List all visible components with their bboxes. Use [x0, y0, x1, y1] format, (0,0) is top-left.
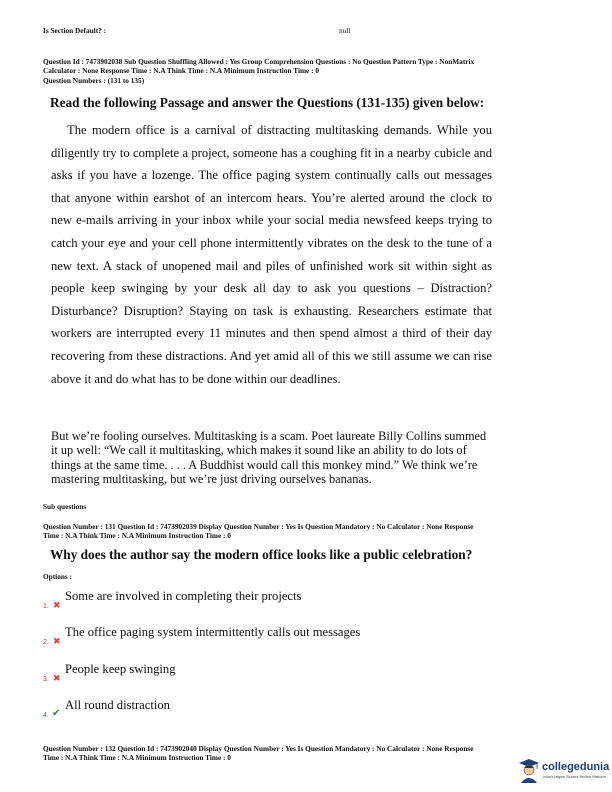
option-number: 1. — [43, 603, 49, 610]
q132-meta-line-1: Question Number : 132 Question Id : 7473902040 Display Question Number : Yes Is Question Mandatory : No Calculator : None Response — [43, 744, 474, 753]
q131-question-text: Why does the author say the modern office looks like a public celebration? — [50, 547, 473, 562]
question-meta-line-2: Calculator : None Response Time : N.A Think Time : N.A Minimum Instruction Time : 0 — [43, 66, 320, 75]
passage-body-2 — [51, 429, 493, 487]
option-number: 3. — [43, 676, 49, 683]
logo-tagline: India's largest Student Review Platform — [543, 775, 606, 779]
wrong-mark-icon: ✖ — [53, 674, 61, 684]
wrong-mark-icon: ✖ — [53, 637, 61, 647]
question-numbers: Question Numbers : (131 to 135) — [43, 76, 145, 85]
option-text: Some are involved in completing their projects — [65, 589, 302, 603]
q131-meta-line-1: Question Number : 131 Question Id : 7473902039 Display Question Number : Yes Is Question Mandatory : No Calculator : None Response — [43, 522, 474, 531]
q132-meta-line-2: Time : N.A Think Time : N.A Minimum Instruction Time : 0 — [43, 753, 231, 762]
option-text: The office paging system intermittently calls out messages — [65, 625, 361, 639]
section-default-value: null — [339, 26, 351, 35]
options-label: Options : — [43, 572, 72, 581]
logo-brand: collegedunia — [542, 761, 610, 773]
passage-paragraph-2: But we’re fooling ourselves. Multitasking is a scam. Poet laureate Billy Collins summed it up well: “We call it multitasking, which makes it sound like an ability to do lots of things at the same time. . . . A Buddhist would call this monkey mind.” We think we’re mastering multitasking, but we’re just driving ourselves bananas. — [51, 429, 487, 487]
sub-questions-label: Sub questions — [43, 502, 87, 511]
correct-check-icon: ✔ — [52, 708, 61, 719]
option-number: 4. — [43, 712, 49, 719]
wrong-mark-icon: ✖ — [53, 601, 61, 611]
question-meta-line-1: Question Id : 7473902038 Sub Question Shuffling Allowed : Yes Group Comprehension Questions : No Question Pattern Type : NonMatrix — [43, 57, 475, 66]
section-default-label: Is Section Default? : — [43, 26, 107, 35]
passage-paragraph-1: The modern office is a carnival of distracting multitasking demands. While you diligently try to complete a project, someone has a coughing fit in a nearby cubicle and asks if you have a lozenge. The office paging system continually calls out messages that anyone within earshot of an intercom hears. You’re alerted around the clock to new e-mails arriving in your inbox while your social media newsfeed keeps trying to catch your eye and your cell phone intermittently vibrates on the desk to the tune of a new text. A stack of unopened mail and piles of unfinished work sit within sight as people keep swinging by your desk all day to ask you questions – Distraction? Disturbance? Disruption? Staying on task is exhausting. Researchers estimate that workers are interrupted every 11 minutes and then spend almost a third of their day recovering from these distractions. And yet amid all of this we still assume we can rise above it and do what has to be done within our deadlines. — [51, 123, 492, 386]
option-text: People keep swinging — [65, 662, 176, 676]
option-text: All round distraction — [65, 698, 170, 712]
passage-body — [51, 119, 492, 390]
collegedunia-logo — [518, 758, 612, 788]
passage-heading: Read the following Passage and answer the Questions (131-135) given below: — [50, 95, 485, 110]
option-number: 2. — [43, 639, 49, 646]
graduate-avatar-icon — [518, 758, 540, 784]
q131-meta-line-2: Time : N.A Think Time : N.A Minimum Instruction Time : 0 — [43, 531, 231, 540]
section-default-line — [43, 26, 572, 38]
